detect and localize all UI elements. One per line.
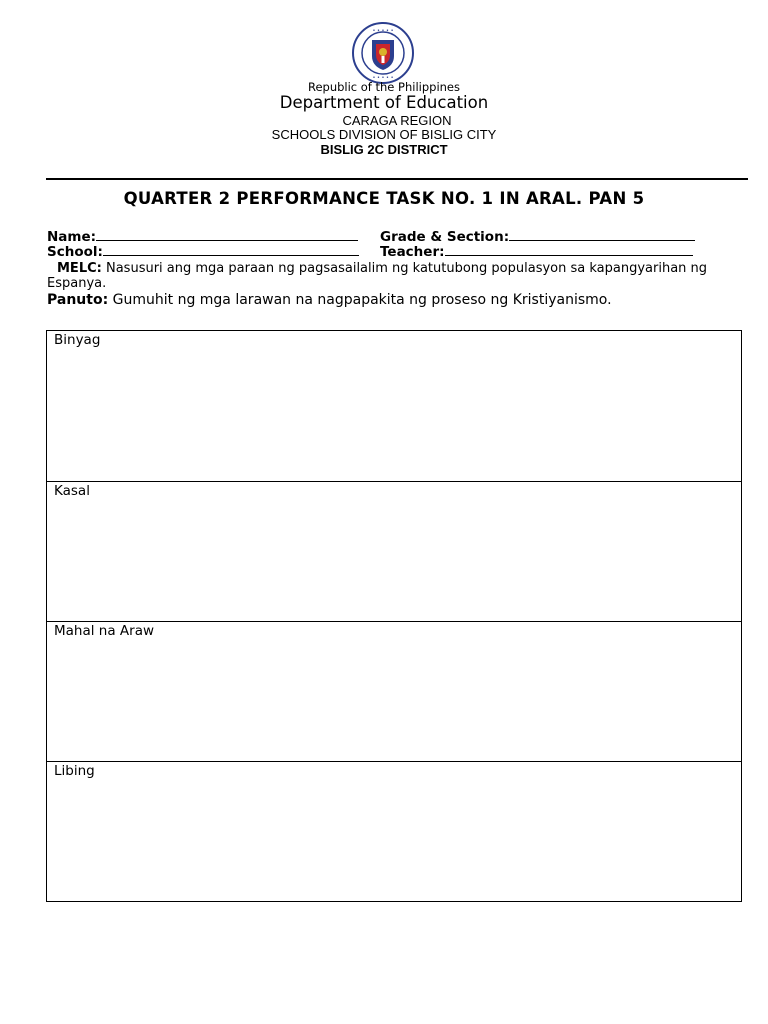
teacher-line[interactable] xyxy=(445,245,693,256)
melc-text: Nasusuri ang mga paraan ng pagsasailalim ng katutubong populasyon sa kapangyarihan ng Espanya. xyxy=(47,261,708,291)
instructions xyxy=(47,292,612,308)
name-field[interactable] xyxy=(47,229,358,245)
deped-seal-icon xyxy=(352,22,414,84)
teacher-field[interactable] xyxy=(380,244,693,260)
grade-section-line[interactable] xyxy=(509,230,695,241)
page-title: QUARTER 2 PERFORMANCE TASK NO. 1 IN ARAL. PAN 5 xyxy=(123,189,645,208)
melc-label: MELC: xyxy=(57,261,102,276)
box-binyag[interactable] xyxy=(47,331,741,481)
name-label: Name: xyxy=(47,229,97,245)
svg-text:• • • • •: • • • • • xyxy=(372,75,394,81)
melc-statement xyxy=(47,261,727,291)
name-line[interactable] xyxy=(96,230,358,241)
panuto-label: Panuto: xyxy=(47,292,109,308)
grade-section-label: Grade & Section: xyxy=(380,229,510,245)
school-field[interactable] xyxy=(47,244,359,260)
school-label: School: xyxy=(47,244,103,260)
region-label: CARAGA REGION xyxy=(342,113,452,128)
division-label: SCHOOLS DIVISION OF BISLIG CITY xyxy=(271,127,497,142)
box-libing[interactable] xyxy=(47,761,741,902)
box-label: Binyag xyxy=(54,332,101,348)
box-label: Libing xyxy=(54,763,95,779)
district-label: BISLIG 2C DISTRICT xyxy=(320,142,448,157)
school-line[interactable] xyxy=(103,245,359,256)
panuto-text: Gumuhit ng mga larawan na nagpapakita ng proseso ng Kristiyanismo. xyxy=(112,292,612,308)
box-kasal[interactable] xyxy=(47,481,741,622)
box-label: Mahal na Araw xyxy=(54,623,155,639)
teacher-label: Teacher: xyxy=(380,244,445,260)
header-divider xyxy=(46,178,748,180)
svg-text:• • • • •: • • • • • xyxy=(372,28,394,34)
drawing-grid xyxy=(46,330,742,902)
republic-label: Republic of the Philippines xyxy=(307,80,461,94)
box-mahal-na-araw[interactable] xyxy=(47,621,741,762)
department-title: Department of Education xyxy=(279,93,489,112)
box-label: Kasal xyxy=(54,483,90,499)
grade-section-field[interactable] xyxy=(380,229,695,245)
